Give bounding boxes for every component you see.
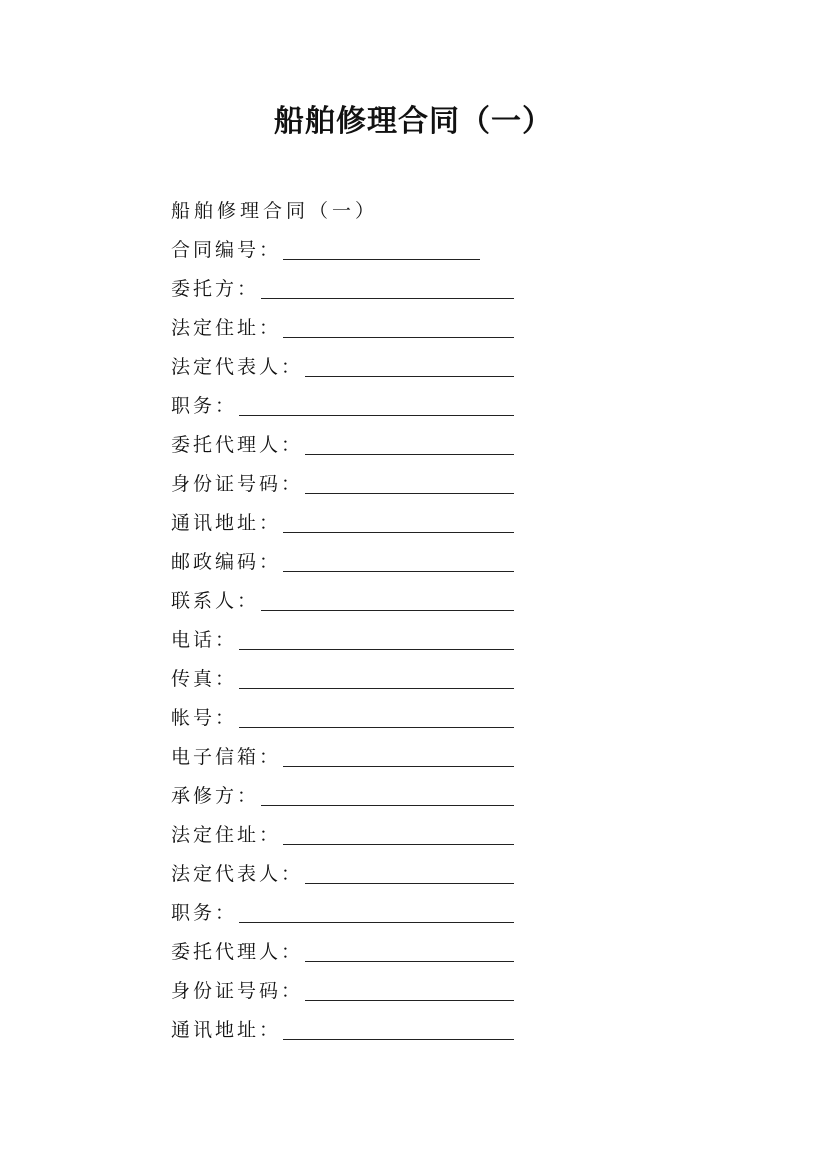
field-id-number <box>171 466 531 505</box>
field-authorized-agent <box>171 427 531 466</box>
field-mailing-address <box>171 505 531 544</box>
field-label: 传真： <box>171 668 238 690</box>
field-label: 帐号： <box>171 707 238 729</box>
contract-subtitle <box>171 193 531 232</box>
field-id-number-2 <box>171 973 531 1012</box>
field-label: 电子信箱： <box>171 746 282 768</box>
field-position-2 <box>171 895 531 934</box>
field-mailing-address-2 <box>171 1012 531 1051</box>
blank-line <box>261 609 514 611</box>
document-title: 船舶修理合同（一） <box>274 104 553 139</box>
field-postal-code <box>171 544 531 583</box>
field-label: 委托方： <box>171 278 260 300</box>
field-account <box>171 700 531 739</box>
blank-line <box>239 687 514 689</box>
field-label: 委托代理人： <box>171 434 304 456</box>
field-label: 身份证号码： <box>171 473 304 495</box>
field-legal-representative <box>171 349 531 388</box>
blank-line <box>239 921 514 923</box>
field-label: 法定住址： <box>171 317 282 339</box>
field-label: 身份证号码： <box>171 980 304 1002</box>
blank-line <box>283 531 514 533</box>
field-label: 通讯地址： <box>171 512 282 534</box>
field-legal-representative-2 <box>171 856 531 895</box>
field-label: 职务： <box>171 395 238 417</box>
field-label: 法定代表人： <box>171 863 304 885</box>
field-label: 电话： <box>171 629 238 651</box>
blank-line <box>239 648 514 650</box>
blank-line <box>283 1038 514 1040</box>
field-label: 联系人： <box>171 590 260 612</box>
field-fax <box>171 661 531 700</box>
blank-line <box>305 492 514 494</box>
field-label: 邮政编码： <box>171 551 282 573</box>
field-email <box>171 739 531 778</box>
blank-line <box>283 570 514 572</box>
field-contractor <box>171 778 531 817</box>
field-label: 职务： <box>171 902 238 924</box>
field-label: 委托代理人： <box>171 941 304 963</box>
field-legal-address <box>171 310 531 349</box>
field-client <box>171 271 531 310</box>
blank-line <box>239 726 514 728</box>
field-phone <box>171 622 531 661</box>
blank-line <box>239 414 514 416</box>
blank-line <box>261 297 514 299</box>
field-label: 合同编号： <box>171 239 282 261</box>
contract-subtitle-text: 船舶修理合同（一） <box>171 200 379 222</box>
field-label: 法定住址： <box>171 824 282 846</box>
field-legal-address-2 <box>171 817 531 856</box>
blank-line <box>305 999 514 1001</box>
blank-line <box>305 882 514 884</box>
blank-line <box>261 804 514 806</box>
field-position <box>171 388 531 427</box>
field-label: 通讯地址： <box>171 1019 282 1041</box>
blank-line <box>283 765 514 767</box>
blank-line <box>283 258 480 260</box>
blank-line <box>305 960 514 962</box>
field-authorized-agent-2 <box>171 934 531 973</box>
contract-field-list <box>171 193 531 1051</box>
blank-line <box>305 453 514 455</box>
blank-line <box>283 336 514 338</box>
field-contract-number <box>171 232 531 271</box>
field-contact-person <box>171 583 531 622</box>
field-label: 法定代表人： <box>171 356 304 378</box>
blank-line <box>305 375 514 377</box>
blank-line <box>283 843 514 845</box>
field-label: 承修方： <box>171 785 260 807</box>
